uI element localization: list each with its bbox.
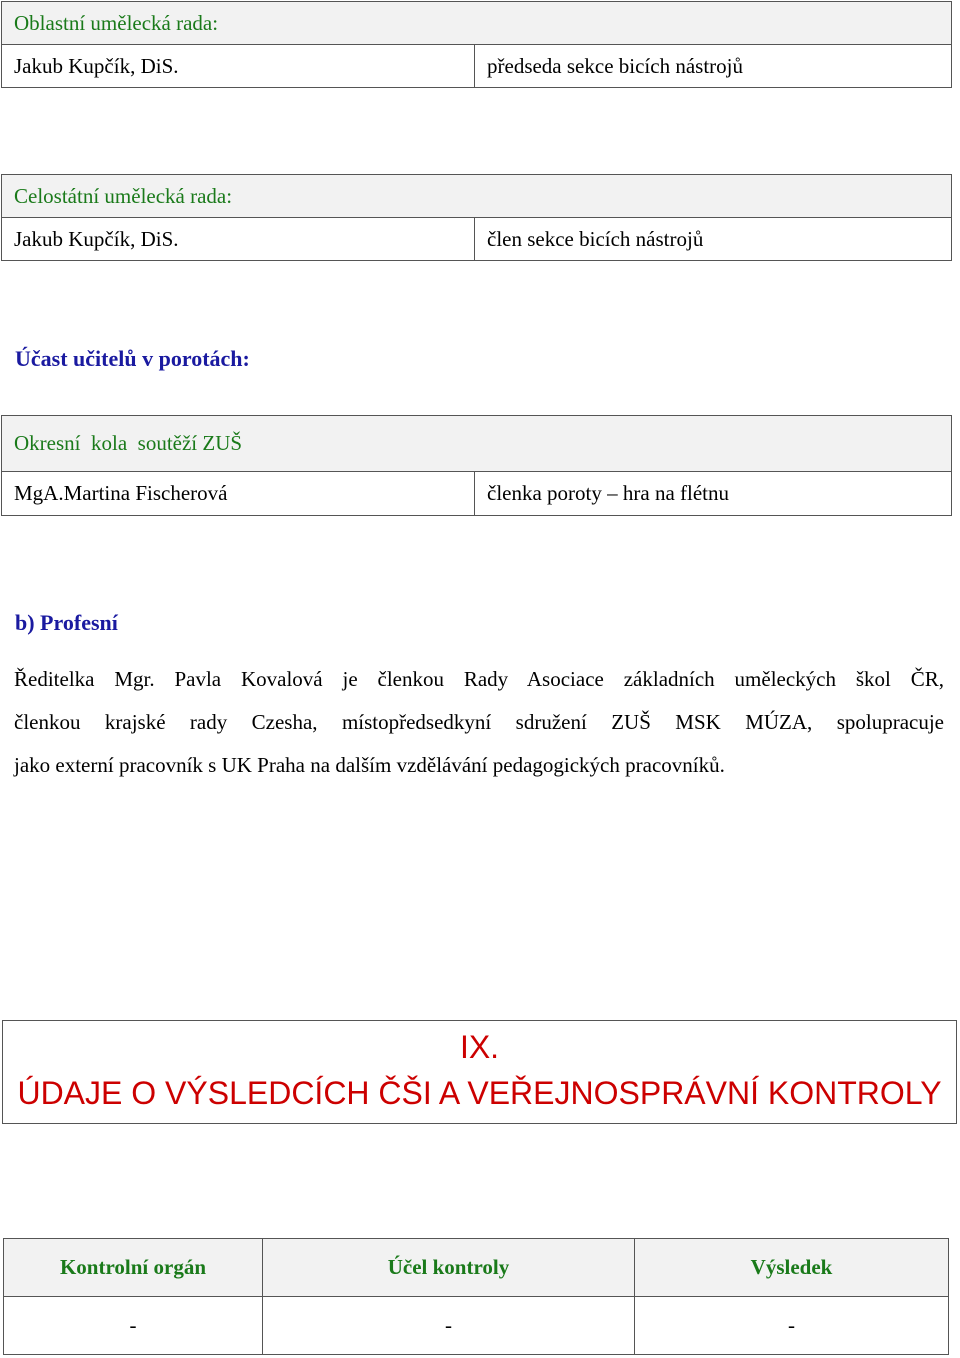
district-rounds-table bbox=[1, 415, 952, 516]
national-council-role: člen sekce bicích nástrojů bbox=[475, 218, 952, 261]
professional-line-3: jako externí pracovník s UK Praha na dalším vzdělávání pedagogických pracovníků. bbox=[14, 753, 725, 777]
national-council-name: Jakub Kupčík, DiS. bbox=[2, 218, 475, 261]
controls-table bbox=[3, 1238, 949, 1355]
professional-line-2: členkou krajské rady Czesha, místopředsedkyní sdružení ZUŠ MSK MÚZA, spolupracuje bbox=[14, 710, 944, 734]
regional-council-role: předseda sekce bicích nástrojů bbox=[475, 45, 952, 88]
regional-council-table bbox=[1, 1, 952, 88]
national-council-table bbox=[1, 174, 952, 261]
controls-cell-result: - bbox=[635, 1297, 949, 1355]
district-rounds-header: Okresní kola soutěží ZUŠ bbox=[2, 416, 952, 472]
regional-council-name: Jakub Kupčík, DiS. bbox=[2, 45, 475, 88]
controls-header-purpose: Účel kontroly bbox=[263, 1239, 635, 1297]
controls-header-organ: Kontrolní orgán bbox=[4, 1239, 263, 1297]
district-rounds-name: MgA.Martina Fischerová bbox=[2, 472, 475, 516]
controls-header-result: Výsledek bbox=[635, 1239, 949, 1297]
district-rounds-role: členka poroty – hra na flétnu bbox=[475, 472, 952, 516]
professional-line-1: Ředitelka Mgr. Pavla Kovalová je členkou Rady Asociace základních uměleckých škol ČR, bbox=[14, 667, 944, 691]
controls-cell-organ: - bbox=[4, 1297, 263, 1355]
chapter-title: ÚDAJE O VÝSLEDCÍCH ČŠI A VEŘEJNOSPRÁVNÍ KONTROLY bbox=[17, 1075, 942, 1111]
chapter-number: IX. bbox=[459, 1029, 500, 1065]
professional-heading: b) Profesní bbox=[15, 610, 118, 635]
chapter-box bbox=[2, 1020, 957, 1124]
controls-cell-purpose: - bbox=[263, 1297, 635, 1355]
national-council-header: Celostátní umělecká rada: bbox=[2, 175, 952, 218]
professional-paragraph bbox=[14, 658, 944, 787]
regional-council-header: Oblastní umělecká rada: bbox=[2, 2, 952, 45]
jury-heading: Účast učitelů v porotách: bbox=[15, 346, 250, 371]
